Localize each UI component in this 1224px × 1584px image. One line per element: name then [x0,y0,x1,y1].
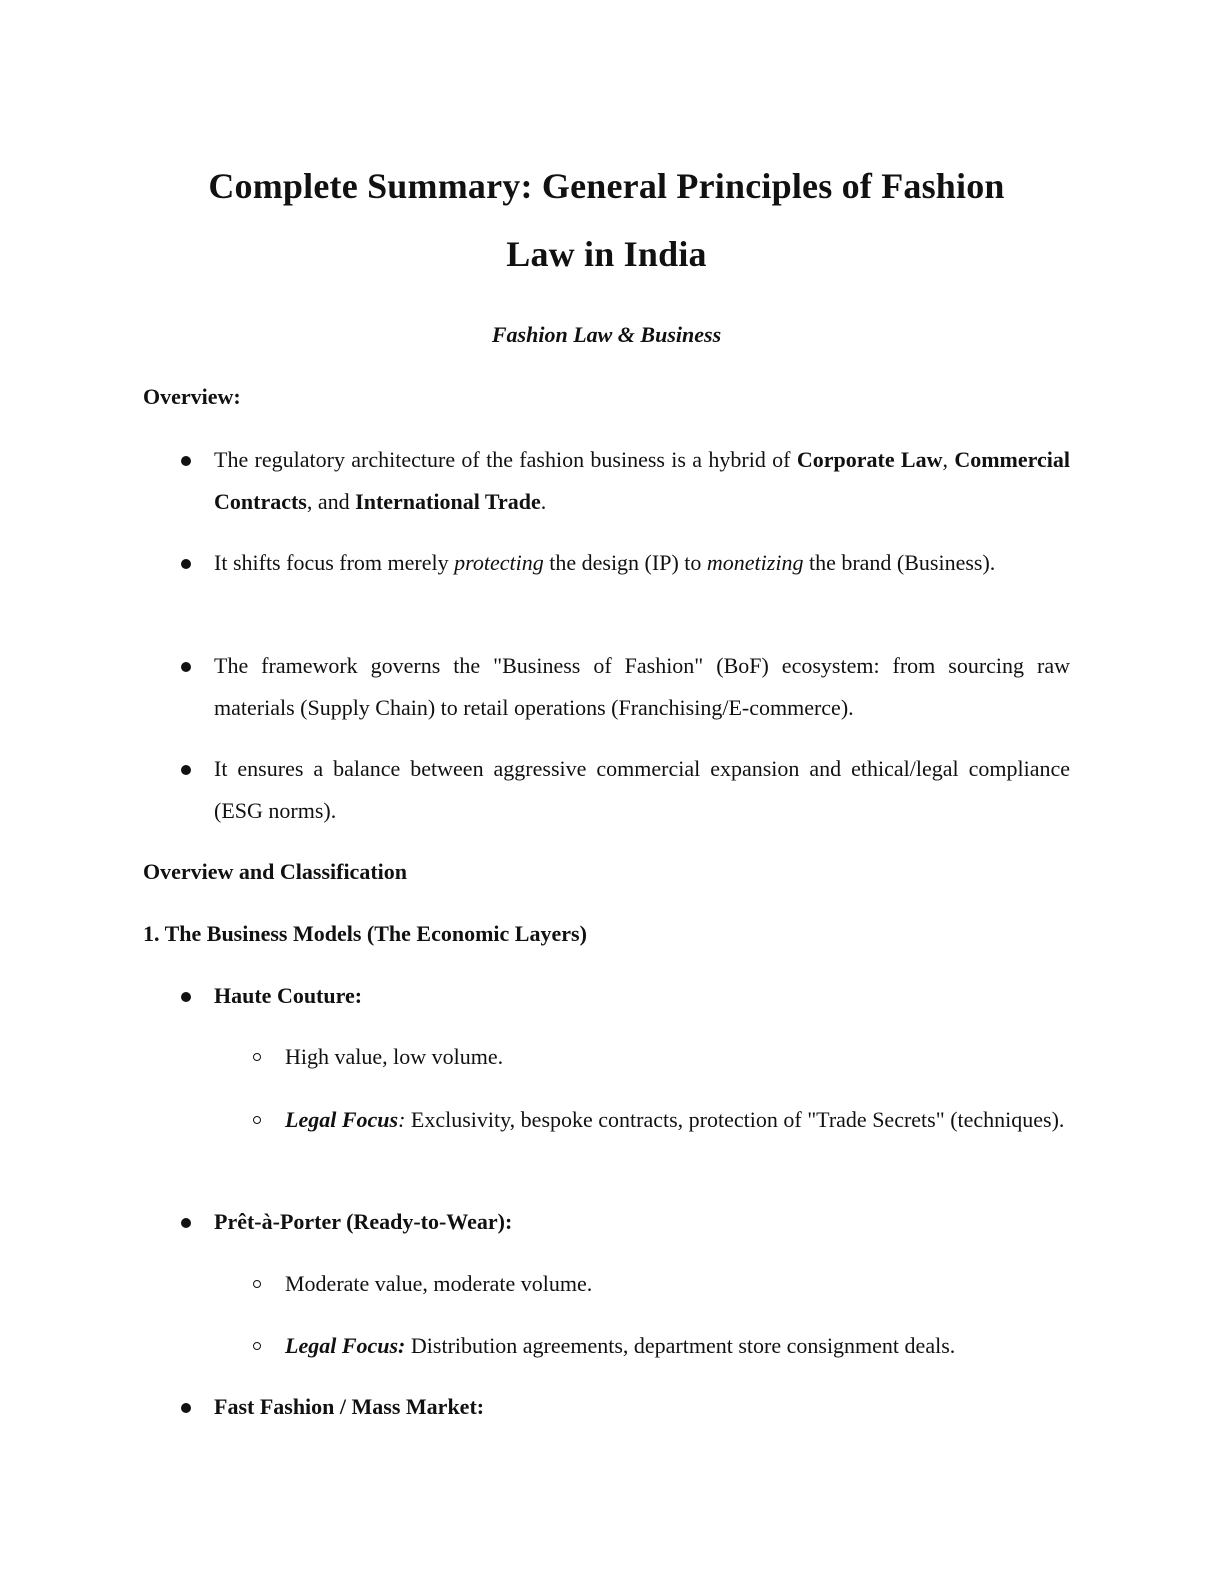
pret-a-porter-point-2: Legal Focus: Distribution agreements, department store consignment deals. [285,1333,956,1358]
model-haute-couture: Haute Couture: [214,983,363,1008]
section-1-heading: 1. The Business Models (The Economic Layers) [143,921,587,946]
overview-bullet-3: The framework governs the "Business of Fashion" (BoF) ecosystem: from sourcing raw materials (Supply Chain) to retail operations (Franchising/E-commerce). [214,653,1070,720]
overview-bullet-4: It ensures a balance between aggressive commercial expansion and ethical/legal compliance (ESG norms). [214,756,1070,823]
bullet-icon [181,992,191,1002]
overview-bullet-1: The regulatory architecture of the fashion business is a hybrid of Corporate Law, Commercial Contracts, and International Trade. [214,447,1070,514]
sub-bullet-icon [253,1053,261,1061]
haute-couture-point-1: High value, low volume. [285,1044,504,1069]
haute-couture-point-2: Legal Focus: Exclusivity, bespoke contracts, protection of "Trade Secrets" (techniques). [285,1107,1065,1132]
sub-bullet-icon [253,1116,261,1124]
bullet-icon [181,456,191,466]
model-pret-a-porter: Prêt-à-Porter (Ready-to-Wear): [214,1209,513,1234]
title-line-2: Law in India [506,234,707,274]
overview-heading: Overview: [143,384,241,409]
sub-bullet-icon [253,1342,261,1350]
model-fast-fashion: Fast Fashion / Mass Market: [214,1394,485,1419]
document-subtitle: Fashion Law & Business [491,322,722,347]
document-title [143,152,1070,288]
pret-a-porter-point-1: Moderate value, moderate volume. [285,1271,593,1296]
bullet-icon [181,1218,191,1228]
sub-bullet-icon [253,1280,261,1288]
bullet-icon [181,765,191,775]
title-line-1: Complete Summary: General Principles of Fashion [208,166,1005,206]
overview-bullet-2: It shifts focus from merely protecting the design (IP) to monetizing the brand (Business). [214,550,996,575]
bullet-icon [181,662,191,672]
classification-heading: Overview and Classification [143,859,407,884]
bullet-icon [181,559,191,569]
bullet-icon [181,1403,191,1413]
